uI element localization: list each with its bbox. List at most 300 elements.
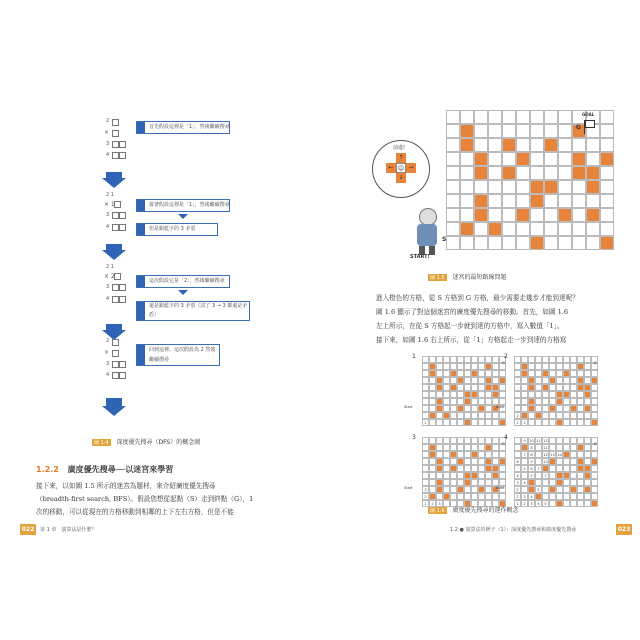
small-maze-cell (563, 377, 570, 384)
small-maze-cell (485, 398, 492, 405)
small-maze-cell (457, 451, 464, 458)
small-maze-cell: 4 (521, 479, 528, 486)
maze-cell (558, 236, 572, 250)
small-maze-cell: 13 (550, 453, 555, 457)
small-maze-cell: 7 (535, 465, 542, 472)
small-maze-cell (429, 391, 436, 398)
small-maze-cell (535, 377, 542, 384)
small-maze-cell (422, 465, 429, 472)
small-maze-cell: 1 (422, 500, 429, 507)
small-maze-cell (485, 458, 492, 465)
figure-caption-1-5 (428, 272, 506, 281)
small-maze-cell (549, 363, 556, 370)
maze-cell (530, 222, 544, 236)
mini-down-arrow (178, 214, 188, 219)
maze-cell (460, 124, 474, 138)
caption-tag: 圖 1.4 (94, 440, 109, 446)
small-maze-cell (556, 437, 563, 444)
small-maze-cell (542, 356, 549, 363)
digit: 4 (106, 296, 110, 302)
checkbox (112, 152, 119, 159)
small-maze-cell (542, 412, 549, 419)
small-maze-cell: 11 (543, 446, 548, 450)
dfs-step-1 (102, 118, 282, 178)
small-maze-cell (429, 412, 436, 419)
digit: 2 (106, 338, 110, 344)
small-maze-cell (584, 451, 591, 458)
small-maze-cell: 12 (543, 453, 548, 457)
small-maze-cell (528, 356, 535, 363)
note-tag (137, 200, 145, 211)
small-maze-cell (492, 472, 499, 479)
maze-cell (530, 194, 544, 208)
small-maze-cell (563, 444, 570, 451)
small-maze-cell (570, 384, 577, 391)
small-maze-cell (492, 479, 499, 486)
small-maze-cell (535, 356, 542, 363)
small-maze-cell (570, 412, 577, 419)
small-maze-cell: 2 (521, 419, 528, 426)
maze-cell (572, 166, 586, 180)
small-maze-cell (549, 419, 556, 426)
small-maze-cell (499, 451, 506, 458)
maze-cell (544, 222, 558, 236)
small-maze-cell (563, 363, 570, 370)
small-maze-cell (450, 384, 457, 391)
small-maze-cell (464, 437, 471, 444)
small-maze-cell (577, 493, 584, 500)
small-maze-cell (457, 398, 464, 405)
small-maze-cell (521, 370, 528, 377)
small-maze-cell: 6 (514, 458, 521, 465)
small-maze-cell (485, 479, 492, 486)
small-maze-cell (584, 486, 591, 493)
small-maze-cell (422, 458, 429, 465)
small-maze-cell (443, 458, 450, 465)
maze-label: 1 (412, 353, 416, 360)
small-maze-cell (514, 391, 521, 398)
maze-cell (544, 152, 558, 166)
small-maze-cell: 2 (514, 493, 521, 500)
digit: 4 (106, 224, 110, 230)
small-maze-cell: 5 (528, 472, 535, 479)
small-maze-cell (521, 377, 528, 384)
small-maze-cell (429, 405, 436, 412)
small-maze-cell (563, 500, 570, 507)
small-maze-cell (499, 412, 506, 419)
small-maze-cell: 1 (514, 500, 521, 507)
small-maze-cell (450, 437, 457, 444)
small-maze-cell (471, 419, 478, 426)
caption-text: 廣度優先搜尋的運作概念 (452, 507, 519, 514)
small-maze-cell (521, 405, 528, 412)
cross-mark: × 1 (104, 201, 115, 208)
small-maze-cell (570, 363, 577, 370)
maze-cell (530, 180, 544, 194)
small-maze-cell (422, 451, 429, 458)
maze-cell (502, 152, 516, 166)
small-maze-cell (429, 377, 436, 384)
small-maze-cell (464, 465, 471, 472)
maze-cell (460, 180, 474, 194)
checkbox (114, 201, 121, 208)
small-maze-cell (499, 479, 506, 486)
maze-cell (600, 138, 614, 152)
person-icon: ☺ (397, 165, 405, 172)
maze-cell (586, 166, 600, 180)
maze-cell (572, 152, 586, 166)
digit: 3 (106, 141, 110, 147)
digit: 3 (106, 284, 110, 290)
maze-cell (572, 222, 586, 236)
small-maze-cell (542, 419, 549, 426)
small-maze-cell (535, 405, 542, 412)
small-maze-cell (436, 465, 443, 472)
small-maze-cell (443, 493, 450, 500)
dfs-note (136, 121, 230, 134)
small-maze-cell (443, 363, 450, 370)
small-maze-cell (450, 405, 457, 412)
small-maze-cell (492, 363, 499, 370)
small-maze-cell (528, 419, 535, 426)
maze-cell (516, 110, 530, 124)
maze-cell (600, 166, 614, 180)
small-maze-cell (464, 472, 471, 479)
maze-cell (586, 194, 600, 208)
small-maze-cell (514, 465, 521, 472)
small-maze-cell (471, 458, 478, 465)
small-maze-cell (584, 444, 591, 451)
maze-cell (530, 152, 544, 166)
small-maze-cell: 4 (535, 500, 542, 507)
small-maze-cell (577, 370, 584, 377)
small-maze-cell: 3 (528, 500, 535, 507)
digit: 4 (106, 152, 110, 158)
caption-tag: 圖 1.6 (430, 508, 445, 514)
small-maze-cell (464, 391, 471, 398)
small-maze-cell (478, 363, 485, 370)
small-maze-cell (450, 451, 457, 458)
small-maze-cell (514, 437, 521, 444)
small-maze-cell (436, 486, 443, 493)
footer-chapter: 第 1 章 演算法是什麼？ (40, 527, 97, 533)
small-maze-cell (549, 465, 556, 472)
small-maze-cell (570, 419, 577, 426)
speech-bubble (372, 140, 430, 198)
small-maze-cell (563, 451, 570, 458)
right-arrow-icon: → (406, 163, 416, 173)
maze-cell (586, 208, 600, 222)
maze-cell (502, 166, 516, 180)
small-maze-cell (478, 479, 485, 486)
small-maze-1 (422, 356, 506, 426)
small-maze-cell (471, 384, 478, 391)
body-line: 圖 1.6 顯示了對這個迷宮的廣度優先搜尋的移動。首先，如圖 1.6 (376, 308, 569, 316)
maze-cell (446, 138, 460, 152)
small-maze-cell: 1 (514, 419, 521, 426)
small-maze-cell (429, 444, 436, 451)
small-maze-cell (478, 412, 485, 419)
small-maze-cell (478, 444, 485, 451)
small-maze-cell (577, 363, 584, 370)
small-maze-cell (535, 370, 542, 377)
small-goal-label: G (594, 361, 597, 365)
small-maze-cell (492, 451, 499, 458)
small-maze-cell (535, 472, 542, 479)
maze-grid (446, 110, 614, 250)
small-maze-cell (521, 458, 528, 465)
small-maze-cell (464, 493, 471, 500)
caption-text: 深度優先搜尋（DFS）的概念圖 (116, 439, 201, 446)
small-maze-cell (436, 493, 443, 500)
small-maze-cell (514, 444, 521, 451)
small-maze-cell (542, 384, 549, 391)
checkbox (112, 361, 119, 368)
small-maze-cell (450, 444, 457, 451)
maze-label: 3 (412, 434, 416, 441)
maze-cell (544, 194, 558, 208)
maze-cell (572, 194, 586, 208)
cross-mark: × (104, 129, 110, 136)
small-maze-cell (549, 486, 556, 493)
small-maze-cell (549, 458, 556, 465)
small-maze-cell (528, 405, 535, 412)
maze-cell (446, 124, 460, 138)
small-maze-cell: 7 (521, 451, 528, 458)
maze-cell (488, 110, 502, 124)
small-maze-cell: 2 (429, 500, 436, 507)
dfs-step-3 (102, 264, 282, 324)
small-maze-cell (549, 444, 556, 451)
small-maze-cell (450, 398, 457, 405)
maze-cell (502, 222, 516, 236)
maze-cell (446, 236, 460, 250)
small-maze-cell (584, 384, 591, 391)
small-maze-cell (436, 451, 443, 458)
maze-cell (474, 180, 488, 194)
small-maze-cell (535, 479, 542, 486)
small-maze-cell (443, 444, 450, 451)
small-maze-cell (478, 370, 485, 377)
maze-cell (572, 138, 586, 152)
small-maze-cell (499, 384, 506, 391)
small-maze-cell (535, 419, 542, 426)
small-maze-cell (492, 458, 499, 465)
checkbox (119, 141, 126, 148)
small-maze-cell (542, 493, 549, 500)
small-maze-4 (514, 437, 598, 507)
small-maze-cell (450, 370, 457, 377)
small-maze-cell (457, 465, 464, 472)
maze-cell (474, 222, 488, 236)
small-maze-cell (556, 391, 563, 398)
small-maze-cell (471, 472, 478, 479)
note-text: 還是跟藍字的 3 矛盾（試了 3 → 3 都還是矛盾） (149, 303, 248, 318)
right-page (320, 0, 634, 640)
note-text: 接著假設這裡是「1」，然後繼續搜尋 (149, 202, 230, 208)
small-maze-cell (570, 465, 577, 472)
small-maze-cell (478, 437, 485, 444)
checkbox (112, 141, 119, 148)
checkbox (114, 273, 121, 280)
small-maze-cell (577, 486, 584, 493)
small-maze-cell (556, 405, 563, 412)
small-maze-cell (499, 493, 506, 500)
small-maze-cell (591, 398, 598, 405)
small-maze-cell (549, 493, 556, 500)
maze-goal-marker: G (576, 124, 581, 131)
small-maze-cell (584, 377, 591, 384)
small-maze-cell: 3 (521, 493, 528, 500)
small-maze-cell: 3 (422, 486, 429, 493)
small-maze-cell (429, 363, 436, 370)
small-maze-cell (485, 465, 492, 472)
small-maze-cell (521, 412, 528, 419)
small-maze-cell (457, 356, 464, 363)
small-maze-cell (457, 363, 464, 370)
small-maze-cell: 9 (528, 458, 535, 465)
maze-cell (474, 166, 488, 180)
small-maze-cell: 14 (557, 453, 562, 457)
small-maze-cell (556, 493, 563, 500)
small-maze-cell (429, 384, 436, 391)
small-maze-cell (499, 370, 506, 377)
small-maze-cell (464, 398, 471, 405)
small-maze-cell: 6 (528, 465, 535, 472)
small-maze-cell (457, 472, 464, 479)
small-maze-cell (478, 405, 485, 412)
small-maze-cell (591, 412, 598, 419)
left-arrow-icon: ← (386, 163, 396, 173)
maze-cell (446, 110, 460, 124)
maze-cell (488, 152, 502, 166)
body-line: 左上所示，在從 S 方格起一步就到達的方格中，寫入數值「1」。 (376, 322, 564, 330)
note-tag (137, 276, 145, 287)
small-maze-cell (577, 412, 584, 419)
small-maze-cell: 8 (528, 451, 535, 458)
small-maze-cell (563, 419, 570, 426)
note-text: 這次假設它是「2」，然後繼續搜尋 (149, 278, 225, 284)
small-maze-cell: 5 (521, 465, 528, 472)
small-maze-cell (556, 412, 563, 419)
small-maze-cell (436, 412, 443, 419)
small-maze-cell (478, 384, 485, 391)
maze-cell (516, 236, 530, 250)
small-maze-cell (577, 384, 584, 391)
small-maze-cell (563, 370, 570, 377)
small-maze-cell (591, 472, 598, 479)
small-maze-cell (584, 405, 591, 412)
maze-cell (474, 110, 488, 124)
small-maze-cell (549, 472, 556, 479)
figure-caption-1-4 (92, 437, 200, 446)
small-maze-cell (528, 486, 535, 493)
note-tag (137, 345, 145, 365)
small-maze-cell (514, 363, 521, 370)
mini-down-arrow (178, 290, 188, 295)
maze-cell (600, 236, 614, 250)
small-maze-cell (457, 419, 464, 426)
small-maze-cell (521, 398, 528, 405)
checkbox (119, 372, 126, 379)
small-maze-cell (478, 493, 485, 500)
small-maze-cell: 5 (535, 486, 542, 493)
small-maze-cell (514, 384, 521, 391)
cross-mark: × (104, 349, 110, 356)
small-maze-cell (464, 419, 471, 426)
small-maze-cell (577, 500, 584, 507)
dfs-note (136, 275, 230, 288)
small-maze-cell (521, 356, 528, 363)
small-maze-cell (556, 465, 563, 472)
checkbox (119, 296, 126, 303)
small-maze-cell (521, 472, 528, 479)
small-maze-cell (563, 356, 570, 363)
small-start-label: Start (404, 486, 413, 490)
small-maze-cell (429, 472, 436, 479)
small-maze-cell (542, 363, 549, 370)
small-maze-cell (535, 451, 542, 458)
digit: 2 (106, 118, 110, 124)
goal-flag-label: GOAL (582, 112, 595, 117)
maze-cell (516, 180, 530, 194)
small-maze-cell (556, 370, 563, 377)
small-maze-cell (457, 391, 464, 398)
small-maze-cell (450, 479, 457, 486)
maze-cell (530, 208, 544, 222)
maze-cell (530, 138, 544, 152)
small-maze-cell (471, 486, 478, 493)
section-number: 1.2.2 (36, 465, 59, 474)
small-maze-cell (584, 363, 591, 370)
small-maze-cell (570, 356, 577, 363)
checkbox (119, 212, 126, 219)
small-maze-cell (422, 405, 429, 412)
small-maze-cell (556, 377, 563, 384)
small-maze-2 (514, 356, 598, 426)
maze-cell (474, 152, 488, 166)
dfs-step-2 (102, 192, 282, 252)
small-maze-cell (591, 370, 598, 377)
small-maze-cell (549, 384, 556, 391)
small-maze-cell (450, 419, 457, 426)
maze-cell (516, 138, 530, 152)
body-line: （breadth-first search, BFS）。假設您想從起點（S）走到終點（G），1 (36, 495, 254, 503)
small-maze-cell (450, 486, 457, 493)
small-maze-cell: 5 (542, 500, 549, 507)
small-maze-cell (471, 391, 478, 398)
small-maze-cell (478, 472, 485, 479)
small-maze-cell (492, 356, 499, 363)
small-maze-cell (499, 458, 506, 465)
small-maze-cell (563, 472, 570, 479)
small-maze-cell (429, 419, 436, 426)
small-maze-cell (549, 356, 556, 363)
bubble-title: 前進! (393, 145, 406, 151)
small-maze-cell (542, 377, 549, 384)
small-maze-cell (429, 479, 436, 486)
section-heading (36, 464, 173, 475)
small-maze-cell (450, 391, 457, 398)
small-maze-cell (478, 419, 485, 426)
note-text: 首先假設這裡是「1」，然後繼續搜尋 (149, 124, 230, 130)
small-maze-cell (429, 370, 436, 377)
note-tag (137, 224, 145, 235)
maze-cell (600, 194, 614, 208)
body-line: 進入橙色的方格，從 S 方格到 G 方格，最少需要走幾步才能到達呢？ (376, 294, 579, 302)
small-maze-cell (577, 377, 584, 384)
small-maze-cell (443, 391, 450, 398)
